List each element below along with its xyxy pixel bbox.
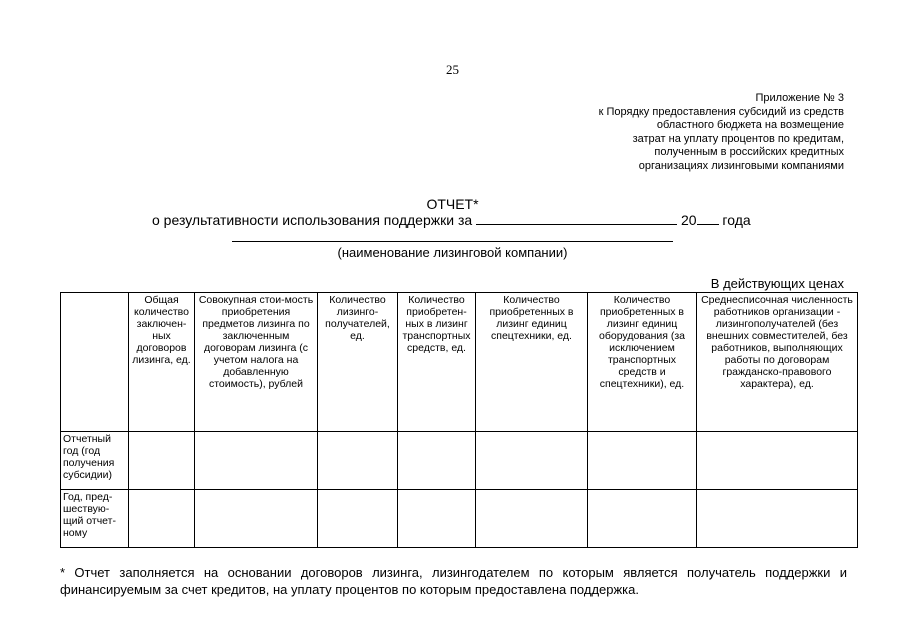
report-subtitle-prefix: о результативности использования поддержки за [152,212,473,228]
table-header-row [61,293,858,432]
appendix-line: к Порядку предоставления субсидий из средств [598,105,844,118]
year-prefix: 20 [680,212,697,228]
table-cell[interactable] [318,490,398,548]
table-row [61,490,858,548]
table-cell[interactable] [697,432,858,490]
appendix-line: полученным в российских кредитных [654,146,844,158]
table-cell[interactable] [476,432,588,490]
report-title: ОТЧЕТ* [426,196,479,212]
table-cell[interactable] [398,490,476,548]
appendix-line: областного бюджета на возмещение [656,119,844,131]
report-table [60,292,858,548]
table-cell[interactable] [398,432,476,490]
table-row [61,432,858,490]
header-equipment-count: Количество приобретенных в лизинг единиц оборудования (за исключением транспортных средств и спецтехники), ед. [588,293,697,432]
table-cell[interactable] [129,490,195,548]
footnote: * Отчет заполняется на основании договоров лизинга, лизингодателем по которым является получатель поддержки и финансируемым за счет кредитов, на уплату процентов по которым предоставлена поддержка. [60,565,847,597]
company-caption: (наименование лизинговой компании) [337,245,568,260]
table-cell[interactable] [318,432,398,490]
table-cell[interactable] [697,490,858,548]
header-total-cost: Совокупная стои-мость приобретения предметов лизинга по заключенным договорам лизинга (с учетом налога на добавленную стоимость), рублей [195,293,318,432]
table-cell[interactable] [588,490,697,548]
header-vehicles-count: Количество приобретен-ных в лизинг транспортных средств, ед. [398,293,476,432]
period-blank-field[interactable] [476,212,677,225]
year-suffix: года [722,212,751,228]
appendix-line: организациях лизинговыми компаниями [638,159,844,172]
appendix-line: Приложение № 3 [755,92,844,104]
header-contracts-count: Общая количество заключен-ных договоров лизинга, ед. [129,293,195,432]
company-name-blank-field[interactable] [232,241,673,242]
report-subtitle [152,212,751,228]
year-blank-field[interactable] [697,212,719,225]
table-cell[interactable] [588,432,697,490]
prices-note: В действующих ценах [710,276,844,291]
header-employees-count: Среднесписочная численность работников организации - лизингополучателей (без внешних совместителей, без работников, выполняющих работы по договорам гражданско-правового характера), ед. [697,293,858,432]
row-label-previous-year: Год, пред-шествую-щий отчет-ному [61,490,129,548]
appendix-line: затрат на уплату процентов по кредитам, [632,132,844,145]
row-label-reporting-year: Отчетный год (год получения субсидии) [61,432,129,490]
header-lessees-count: Количество лизинго-получателей, ед. [318,293,398,432]
table-cell[interactable] [195,490,318,548]
page-number: 25 [446,62,459,77]
table-cell[interactable] [476,490,588,548]
table-cell[interactable] [129,432,195,490]
table-cell[interactable] [195,432,318,490]
header-empty-cell [61,293,129,432]
appendix-block [599,92,844,173]
header-special-equipment-count: Количество приобретенных в лизинг единиц спецтехники, ед. [476,293,588,432]
